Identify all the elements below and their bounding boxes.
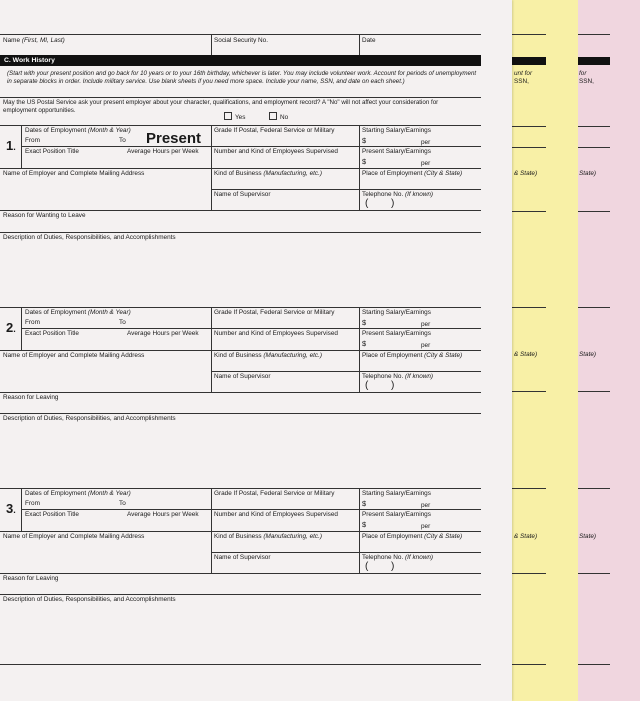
- ssn-field[interactable]: Social Security No.: [214, 37, 268, 44]
- position-title-field[interactable]: Exact Position Title: [25, 148, 79, 155]
- present-salary-label: Present Salary/Earnings: [362, 148, 431, 155]
- block-number: 2.: [6, 320, 16, 335]
- position-title-field[interactable]: Exact Position Title: [25, 511, 79, 518]
- grade-field[interactable]: Grade If Postal, Federal Service or Military: [214, 309, 335, 316]
- yellow-fragment: & State): [514, 533, 538, 540]
- employees-supervised-field[interactable]: Number and Kind of Employees Supervised: [214, 330, 338, 337]
- telephone-paren-open: (: [365, 198, 369, 209]
- employer-field[interactable]: Name of Employer and Complete Mailing Address: [3, 533, 145, 540]
- place-field[interactable]: Place of Employment (City & State): [362, 170, 463, 177]
- grade-field[interactable]: Grade If Postal, Federal Service or Military: [214, 127, 335, 134]
- position-title-field[interactable]: Exact Position Title: [25, 330, 79, 337]
- to-field[interactable]: To: [119, 319, 126, 326]
- date-field[interactable]: Date: [362, 37, 376, 44]
- to-field[interactable]: To: [119, 500, 126, 507]
- kind-business-field[interactable]: Kind of Business (Manufacturing, etc.): [214, 352, 322, 359]
- no-option[interactable]: [269, 112, 288, 122]
- telephone-paren-close: ): [391, 380, 395, 391]
- section-instructions: (Start with your present position and go back for 10 years or to your 16th birthday, whichever is later. You may include volunteer work. Account for periods of unemployment in separate blocks in order. Include military service. Use blank sheets if you need more space. Include your name, SSN, and date on each sheet.): [7, 70, 477, 85]
- starting-salary-label: Starting Salary/Earnings: [362, 127, 431, 134]
- starting-salary-per[interactable]: per: [421, 321, 431, 328]
- avg-hours-field[interactable]: Average Hours per Week: [127, 330, 199, 337]
- kind-business-field[interactable]: Kind of Business (Manufacturing, etc.): [214, 533, 322, 540]
- starting-salary-dollar[interactable]: $: [362, 136, 367, 145]
- from-field[interactable]: From: [25, 500, 40, 507]
- usps-question: May the US Postal Service ask your present employer about your character, qualifications, and employment record? A "No" will not affect your consideration for employment opportunities.: [3, 99, 439, 114]
- name-label: Name: [3, 37, 21, 44]
- dates-label: Dates of Employment (Month & Year): [25, 490, 131, 497]
- pink-carbon-copy: [576, 0, 640, 701]
- starting-salary-label: Starting Salary/Earnings: [362, 490, 431, 497]
- block-number: 1.: [6, 138, 16, 153]
- telephone-paren-open: (: [365, 380, 369, 391]
- present-salary-dollar[interactable]: $: [362, 339, 367, 348]
- no-checkbox[interactable]: [269, 112, 277, 120]
- telephone-paren-open: (: [365, 561, 369, 572]
- reason-field[interactable]: Reason for Wanting to Leave: [3, 212, 86, 219]
- reason-field[interactable]: Reason for Leaving: [3, 394, 59, 401]
- reason-field[interactable]: Reason for Leaving: [3, 575, 59, 582]
- yellow-fragment: unt for: [514, 70, 533, 77]
- employer-field[interactable]: Name of Employer and Complete Mailing Address: [3, 170, 145, 177]
- telephone-paren-close: ): [391, 198, 395, 209]
- yellow-fragment: & State): [514, 170, 538, 177]
- section-title: C. Work History: [0, 55, 481, 66]
- pink-fragment: State): [579, 351, 597, 358]
- avg-hours-field[interactable]: Average Hours per Week: [127, 148, 199, 155]
- name-field[interactable]: [3, 37, 65, 45]
- pink-fragment: SSN,: [579, 78, 594, 85]
- starting-salary-per[interactable]: per: [421, 502, 431, 509]
- dates-label: Dates of Employment (Month & Year): [25, 309, 131, 316]
- pink-fragment: for: [579, 70, 587, 77]
- employer-field[interactable]: Name of Employer and Complete Mailing Address: [3, 352, 145, 359]
- present-entry: Present: [146, 130, 202, 147]
- yellow-carbon-copy: [512, 0, 578, 701]
- place-field[interactable]: Place of Employment (City & State): [362, 533, 463, 540]
- kind-business-field[interactable]: Kind of Business (Manufacturing, etc.): [214, 170, 322, 177]
- from-field[interactable]: From: [25, 137, 40, 144]
- present-salary-label: Present Salary/Earnings: [362, 511, 431, 518]
- present-salary-label: Present Salary/Earnings: [362, 330, 431, 337]
- dates-label: Dates of Employment (Month & Year): [25, 127, 131, 134]
- present-salary-per[interactable]: per: [421, 523, 431, 530]
- employees-supervised-field[interactable]: Number and Kind of Employees Supervised: [214, 511, 338, 518]
- pink-fragment: State): [579, 170, 597, 177]
- pink-fragment: State): [579, 533, 597, 540]
- supervisor-field[interactable]: Name of Supervisor: [214, 373, 271, 380]
- starting-salary-per[interactable]: per: [421, 139, 431, 146]
- supervisor-field[interactable]: Name of Supervisor: [214, 554, 271, 561]
- place-field[interactable]: Place of Employment (City & State): [362, 352, 463, 359]
- name-hint: (First, MI, Last): [21, 37, 65, 44]
- duties-field[interactable]: Description of Duties, Responsibilities, and Accomplishments: [3, 415, 176, 422]
- present-salary-per[interactable]: per: [421, 160, 431, 167]
- telephone-field[interactable]: Telephone No. (If known): [362, 191, 434, 198]
- grade-field[interactable]: Grade If Postal, Federal Service or Military: [214, 490, 335, 497]
- yes-option[interactable]: [224, 112, 245, 122]
- starting-salary-dollar[interactable]: $: [362, 318, 367, 327]
- yes-label: Yes: [235, 114, 246, 121]
- telephone-field[interactable]: Telephone No. (If known): [362, 373, 434, 380]
- present-salary-dollar[interactable]: $: [362, 157, 367, 166]
- supervisor-field[interactable]: Name of Supervisor: [214, 191, 271, 198]
- no-label: No: [280, 114, 289, 121]
- starting-salary-dollar[interactable]: $: [362, 499, 367, 508]
- telephone-field[interactable]: Telephone No. (If known): [362, 554, 434, 561]
- from-field[interactable]: From: [25, 319, 40, 326]
- duties-field[interactable]: Description of Duties, Responsibilities, and Accomplishments: [3, 234, 176, 241]
- yellow-fragment: & State): [514, 351, 538, 358]
- starting-salary-label: Starting Salary/Earnings: [362, 309, 431, 316]
- present-salary-per[interactable]: per: [421, 342, 431, 349]
- to-field[interactable]: To: [119, 137, 126, 144]
- present-salary-dollar[interactable]: $: [362, 520, 367, 529]
- employees-supervised-field[interactable]: Number and Kind of Employees Supervised: [214, 148, 338, 155]
- avg-hours-field[interactable]: Average Hours per Week: [127, 511, 199, 518]
- yellow-fragment: SSN,: [514, 78, 529, 85]
- block-number: 3.: [6, 501, 16, 516]
- telephone-paren-close: ): [391, 561, 395, 572]
- yes-checkbox[interactable]: [224, 112, 232, 120]
- duties-field[interactable]: Description of Duties, Responsibilities, and Accomplishments: [3, 596, 176, 603]
